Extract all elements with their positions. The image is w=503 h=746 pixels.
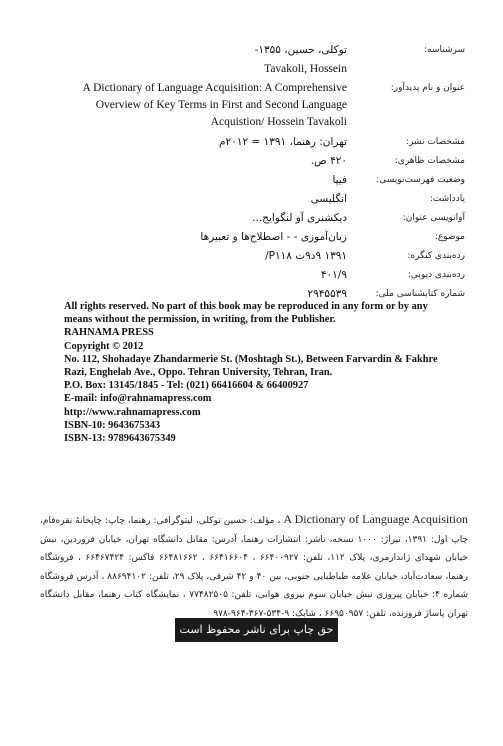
cip-row-physical xyxy=(40,153,465,169)
cip-label: وضعیت فهرست‌نویسی: xyxy=(376,175,465,185)
cip-row-author xyxy=(40,42,465,58)
cip-row-subject xyxy=(40,229,465,245)
cip-value: تهران: رهنما، ۱۳۹۱ = ۲۰۱۲م xyxy=(219,136,347,148)
book-title: A Dictionary of Language Acquisition: A Comprehensive Overview of Key Terms in First and Second Language Acquistion/ Hossein Tavakoli xyxy=(82,82,347,128)
email-line: E-mail: info@rahnamapress.com xyxy=(64,393,212,405)
cataloging-in-publication xyxy=(40,42,465,302)
publication-text: ، مؤلف: حسین توکلی، لیتوگرافی: رهنما، چاپ: چاپخانهٔ نقره‌فام، چاپ اول: ۱۳۹۱، تیراژ: ۱۰۰۰ نسخه، ناشر: انتشارات رهنما، آدرس: مقابل دانشگاه تهران، خیابان فروردین، نبش خیابان شهدای ژاندارمری، پلاک ۱۱۲، تلفن: ۶۶۴۰۰۹۲۷ ، ۶۶۴۱۶۶۰۴ ، ۶۶۴۸۱۶۶۲ فاکس: ۶۶۴۶۷۴۲۴ ، فروشگاه رهنما، سعادت‌آباد، خیابان علامه طباطبایی جنوبی، بین ۴۰ و ۴۲ شرقی، پلاک ۲۹، تلفن: ۸۸۶۹۴۱۰۲ ، آدرس فروشگاه شماره ۴: خیابان پیروزی نبش خیابان سوم نیروی هوایی، تلفن: ۷۷۴۸۲۵۰۵ ، نمایشگاه کتاب رهنما، مقابل دانشگاه تهران پاساژ فروزنده، تلفن: ۶۶۹۵۰۹۵۷ ، شابک: ۹-۵۳۴-۳۶۷-۹۶۴-۹۷۸ xyxy=(40,516,469,619)
cip-row-status xyxy=(40,172,465,188)
rights-line: means without the permission, in writing, from the Publisher. xyxy=(64,314,336,326)
cip-row-author-latin xyxy=(40,61,465,77)
cip-value xyxy=(40,80,353,131)
cip-label: آوانویسی عنوان: xyxy=(402,213,465,223)
contact-line: P.O. Box: 13145/1845 - Tel: (021) 66416604 & 66400927 xyxy=(64,380,309,392)
isbn10-line: ISBN-10: 9643675343 xyxy=(64,419,161,431)
cip-label: رده‌بندی کنگره: xyxy=(407,251,465,261)
cip-value: ۱۳۹۱ ۹د۹ت P۱۱۸/ xyxy=(265,250,347,262)
cip-value: زبان‌آموزی - - اصطلاح‌ها و تعبیرها xyxy=(200,231,347,243)
publication-details xyxy=(40,510,468,623)
rights-line: All rights reserved. No part of this book may be reproduced in any form or by any xyxy=(64,301,428,312)
cip-value: فیپا xyxy=(332,174,347,186)
cip-label xyxy=(353,61,465,63)
cip-row-publication xyxy=(40,134,465,150)
author-latin: Tavakoli, Hossein xyxy=(264,63,347,75)
cip-value: انگلیسی xyxy=(310,193,347,205)
cip-label: عنوان و نام پدیدآور: xyxy=(390,83,465,93)
cip-row-transliteration xyxy=(40,210,465,226)
cip-row-dewey xyxy=(40,267,465,283)
website-line: http://www.rahnamapress.com xyxy=(64,406,201,418)
cip-value: دیکشنری آو لنگوایج... xyxy=(252,212,347,224)
publication-title: A Dictionary of Language Acquisition xyxy=(283,512,468,526)
cip-label: سرشناسه: xyxy=(424,45,465,55)
address-line: No. 112, Shohadaye Zhandarmerie St. (Moshtagh St.), Between Farvardin & Fakhre xyxy=(64,353,438,365)
cip-label: شماره کتابشناسی ملی: xyxy=(375,289,465,299)
cip-label: موضوع: xyxy=(434,232,465,242)
cip-value: توکلی، حسین، ۱۳۵۵- xyxy=(254,44,347,56)
cip-value xyxy=(40,61,353,77)
cip-label: رده‌بندی دیویی: xyxy=(407,270,465,280)
copyright-banner: حق چاپ برای ناشر محفوظ است xyxy=(175,618,338,642)
cip-value: ۴۲۰ ص. xyxy=(310,155,347,167)
cip-row-note xyxy=(40,191,465,207)
copyright-line: Copyright © 2012 xyxy=(64,340,144,352)
publisher-name: RAHNAMA PRESS xyxy=(64,327,154,339)
isbn13-line: ISBN-13: 9789643675349 xyxy=(64,433,176,445)
address-line: Razi, Enghelab Ave., Oppo. Tehran University, Tehran, Iran. xyxy=(64,367,333,379)
cip-label: یادداشت: xyxy=(429,194,465,204)
cip-row-title xyxy=(40,80,465,131)
cip-label: مشخصات نشر: xyxy=(405,137,465,147)
cip-value: ۲۹۴۵۵۳۹ xyxy=(307,288,347,300)
cip-value: ۴۰۱/۹ xyxy=(320,269,347,281)
cip-label: مشخصات ظاهری: xyxy=(394,156,465,166)
cip-row-lc-class xyxy=(40,248,465,264)
rights-block xyxy=(64,300,454,445)
